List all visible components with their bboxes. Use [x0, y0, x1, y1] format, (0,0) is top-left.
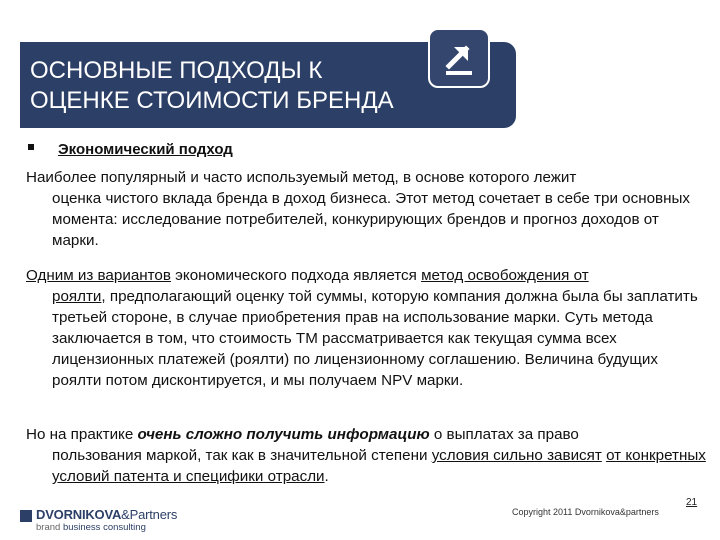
- copyright-text: Copyright 2011 Dvornikova&partners: [512, 507, 659, 517]
- page-title-line-2: ОЦЕНКЕ СТОИМОСТИ БРЕНДА: [30, 87, 394, 114]
- paragraph-3: [26, 424, 708, 487]
- page-title: [30, 56, 490, 116]
- paragraph-3-period: .: [324, 468, 329, 485]
- link-patent-conditions[interactable]: от конкретных условий патента и специфики отрасли: [52, 447, 706, 485]
- arrow-badge-button[interactable]: [428, 28, 490, 88]
- page-number[interactable]: 21: [686, 497, 698, 508]
- logo-tagline: [36, 522, 146, 533]
- logo-tagline-light: brand: [36, 522, 63, 533]
- paragraph-2-text-b: , предполагающий оценку той суммы, которую компания должна была бы заплатить третьей стороне, в случае приобретения прав на использование марки. Суть метода заключается в том, что стоимость ТМ рассматривается как текущая сумма всех лицензионных платежей (роялти) по лицензионному соглашению. Величина будущих роялти потом дисконтируется, и мы получаем NPV марки.: [52, 288, 698, 389]
- paragraph-3-emphasis: очень сложно получить информацию: [137, 426, 430, 443]
- paragraph-1-rest: оценка чистого вклада бренда в доход бизнеса. Этот метод сочетает в себе три основных момента: исследование потребителей, конкурирующих брендов и прогноз доходов от марки.: [52, 190, 691, 249]
- paragraph-2: [26, 265, 708, 391]
- paragraph-1-first-line: Наиболее популярный и часто используемый метод, в основе которого лежит: [26, 169, 577, 186]
- paragraph-3-text-a: Но на практике: [26, 426, 138, 443]
- link-royalty[interactable]: роялти: [52, 288, 102, 305]
- link-release-method[interactable]: метод освобождения от: [421, 267, 589, 284]
- arrow-up-right-icon: [430, 30, 488, 86]
- logo-tagline-dark: business consulting: [62, 522, 146, 533]
- paragraph-3-text-b: о выплатах за право: [429, 426, 579, 443]
- page-title-line-1: ОСНОВНЫЕ ПОДХОДЫ К: [30, 57, 323, 84]
- bullet-marker: [28, 144, 34, 150]
- logo-name-light: &Partners: [121, 507, 178, 522]
- logo-name-bold: DVORNIKOVA: [36, 507, 122, 522]
- paragraph-2-text-a: экономического подхода является: [170, 267, 422, 284]
- paragraph-3-text-c: пользования маркой, так как в значительной степени: [52, 447, 432, 464]
- company-logo: [20, 507, 220, 537]
- link-variants[interactable]: Одним из вариантов: [26, 267, 171, 284]
- bullet-heading: Экономический подход: [58, 141, 233, 158]
- link-conditions[interactable]: условия сильно зависят: [431, 447, 602, 464]
- paragraph-1: [26, 167, 708, 251]
- logo-name: [36, 507, 177, 522]
- logo-mark-icon: [20, 510, 32, 522]
